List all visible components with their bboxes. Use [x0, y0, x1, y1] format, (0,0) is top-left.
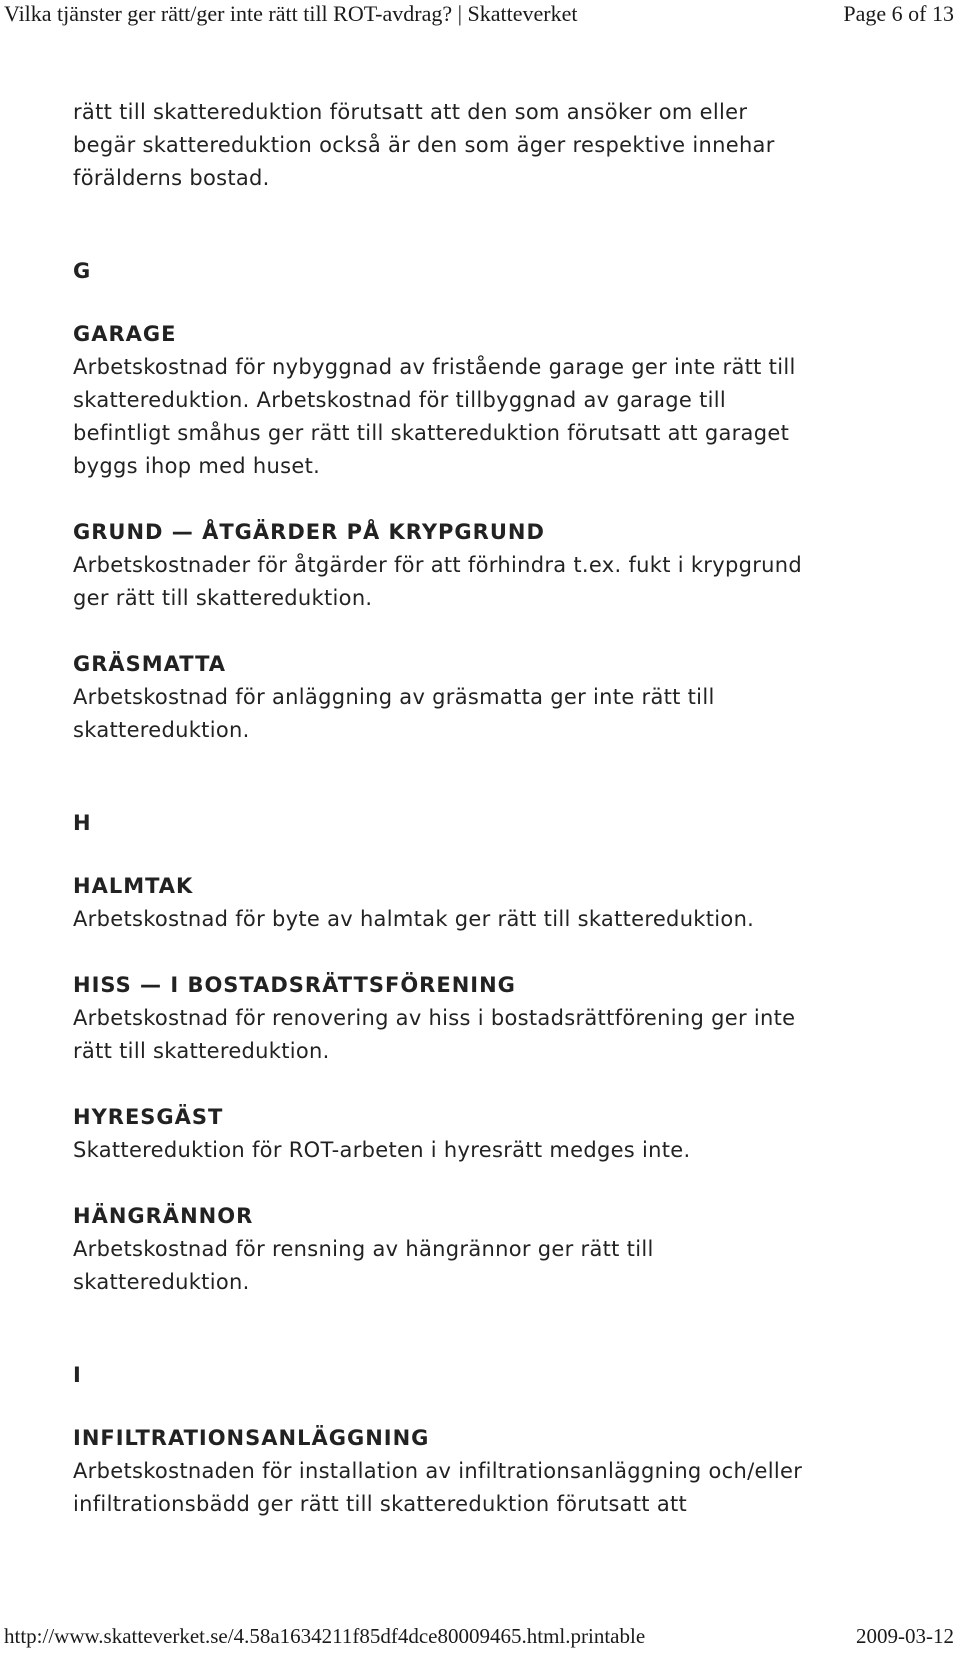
text-line: Arbetskostnad för byte av halmtak ger rätt till skattereduktion.	[73, 907, 755, 931]
text-line: Arbetskostnad för rensning av hängrännor ger rätt till	[73, 1237, 654, 1261]
page-url: http://www.skatteverket.se/4.58a1634211f85df4dce80009465.html.printable	[4, 1624, 646, 1648]
text-line: Arbetskostnad för anläggning av gräsmatta ger inte rätt till	[73, 685, 715, 709]
entry-term: HYRESGÄST	[73, 1105, 224, 1129]
page-title: Vilka tjänster ger rätt/ger inte rätt till ROT-avdrag? | Skatteverket	[4, 1, 578, 26]
entry-grasmatta	[73, 648, 893, 747]
section-letter-h: H	[73, 811, 91, 835]
text-line: Arbetskostnaden för installation av infiltrationsanläggning och/eller	[73, 1459, 803, 1483]
text-line: Arbetskostnad för nybyggnad av fristående garage ger inte rätt till	[73, 355, 796, 379]
text-line: ger rätt till skattereduktion.	[73, 586, 373, 610]
entry-term: GRUND — ÅTGÄRDER PÅ KRYPGRUND	[73, 520, 545, 544]
text-line: skattereduktion. Arbetskostnad för tillbyggnad av garage till	[73, 388, 727, 412]
entry-term: INFILTRATIONSANLÄGGNING	[73, 1426, 430, 1450]
text-line: befintligt småhus ger rätt till skattereduktion förutsatt att garaget	[73, 421, 790, 445]
text-line: Arbetskostnad för renovering av hiss i bostadsrättförening ger inte	[73, 1006, 796, 1030]
entry-grund	[73, 516, 893, 615]
print-footer	[0, 1618, 960, 1654]
entry-term: GRÄSMATTA	[73, 652, 227, 676]
text-line: Arbetskostnader för åtgärder för att förhindra t.ex. fukt i krypgrund	[73, 553, 802, 577]
text-line: Skattereduktion för ROT-arbeten i hyresrätt medges inte.	[73, 1138, 691, 1162]
text-line: rätt till skattereduktion förutsatt att den som ansöker om eller	[73, 100, 748, 124]
text-line: skattereduktion.	[73, 718, 250, 742]
entry-hangrannor	[73, 1200, 893, 1299]
entry-infiltrationsanlaggning	[73, 1422, 893, 1521]
text-line: skattereduktion.	[73, 1270, 250, 1294]
entry-garage	[73, 318, 893, 483]
print-header	[0, 0, 960, 40]
entry-term: HISS — I BOSTADSRÄTTSFÖRENING	[73, 973, 516, 997]
document-body	[73, 96, 893, 1521]
text-line: byggs ihop med huset.	[73, 454, 321, 478]
section-letter-g: G	[73, 259, 91, 283]
entry-term: HALMTAK	[73, 874, 194, 898]
entry-hyresgast	[73, 1101, 893, 1167]
intro-paragraph	[73, 96, 893, 195]
section-letter-i: I	[73, 1363, 82, 1387]
entry-term: HÄNGRÄNNOR	[73, 1204, 254, 1228]
entry-halmtak	[73, 870, 893, 936]
text-line: förälderns bostad.	[73, 166, 270, 190]
text-line: begär skattereduktion också är den som äger respektive innehar	[73, 133, 775, 157]
page-number: Page 6 of 13	[843, 1, 954, 26]
text-line: rätt till skattereduktion.	[73, 1039, 330, 1063]
entry-hiss	[73, 969, 893, 1068]
entry-term: GARAGE	[73, 322, 177, 346]
print-date: 2009-03-12	[856, 1624, 954, 1648]
text-line: infiltrationsbädd ger rätt till skattereduktion förutsatt att	[73, 1492, 688, 1516]
